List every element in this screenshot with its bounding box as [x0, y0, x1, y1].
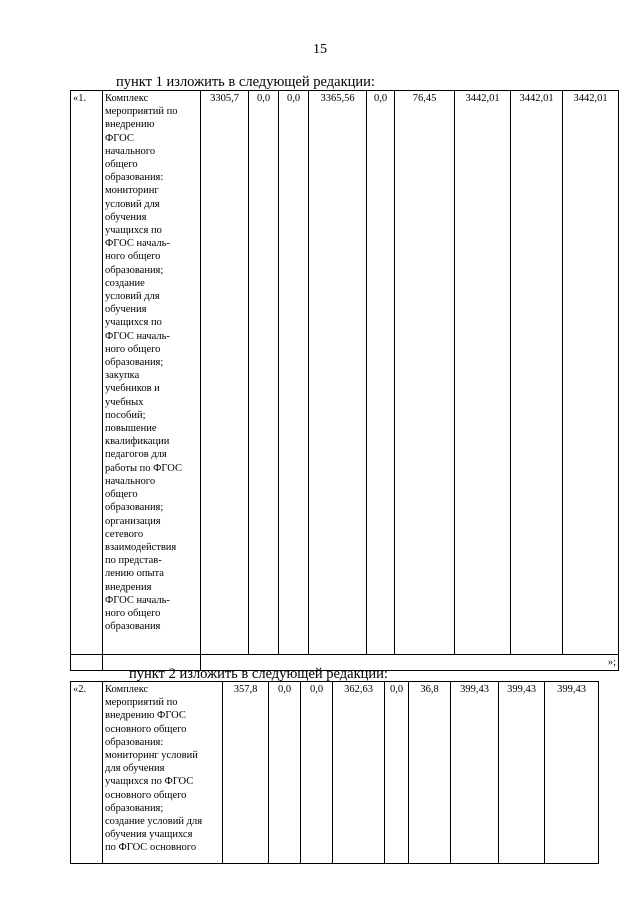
row-description: Комплекс мероприятий по внедрению ФГОС основного общего образования: мониторинг условий для обучения учащихся по ФГОС основного общего образования; создание условий для обучения учащихся по ФГОС основного [103, 682, 223, 864]
table-row [71, 91, 619, 655]
table-row [71, 682, 599, 864]
section-2-table [70, 681, 599, 864]
value-cell: 3305,7 [201, 91, 249, 655]
empty-cell [71, 655, 103, 671]
section-1-table [70, 90, 619, 671]
value-cell: 399,43 [451, 682, 499, 864]
section-2-heading: пункт 2 изложить в следующей редакции: [129, 666, 388, 682]
value-cell: 3442,01 [563, 91, 619, 655]
value-cell: 3442,01 [511, 91, 563, 655]
value-cell: 357,8 [223, 682, 269, 864]
value-cell: 0,0 [269, 682, 301, 864]
value-cell: 76,45 [395, 91, 455, 655]
value-cell: 362,63 [333, 682, 385, 864]
value-cell: 0,0 [301, 682, 333, 864]
value-cell: 0,0 [385, 682, 409, 864]
row-description: Комплекс мероприятий по внедрению ФГОС начального общего образования: мониторинг условий для обучения учащихся по ФГОС началь- ного общего образования; создание условий для обучения учащихся по ФГОС началь- ного общего образования; закупка учебников и учебных пособий; повышение квалификации педагогов для работы по ФГОС начального общего образования; организация сетевого взаимодействия по представ- лению опыта внедрения ФГОС началь- ного общего образования [103, 91, 201, 655]
closing-quote: »; [201, 655, 619, 671]
value-cell: 3365,56 [309, 91, 367, 655]
value-cell: 399,43 [499, 682, 545, 864]
value-cell: 0,0 [367, 91, 395, 655]
page-number: 15 [313, 42, 327, 57]
row-index: «1. [71, 91, 103, 655]
value-cell: 399,43 [545, 682, 599, 864]
value-cell: 0,0 [279, 91, 309, 655]
value-cell: 3442,01 [455, 91, 511, 655]
row-index: «2. [71, 682, 103, 864]
value-cell: 0,0 [249, 91, 279, 655]
section-1-heading: пункт 1 изложить в следующей редакции: [116, 74, 375, 90]
value-cell: 36,8 [409, 682, 451, 864]
